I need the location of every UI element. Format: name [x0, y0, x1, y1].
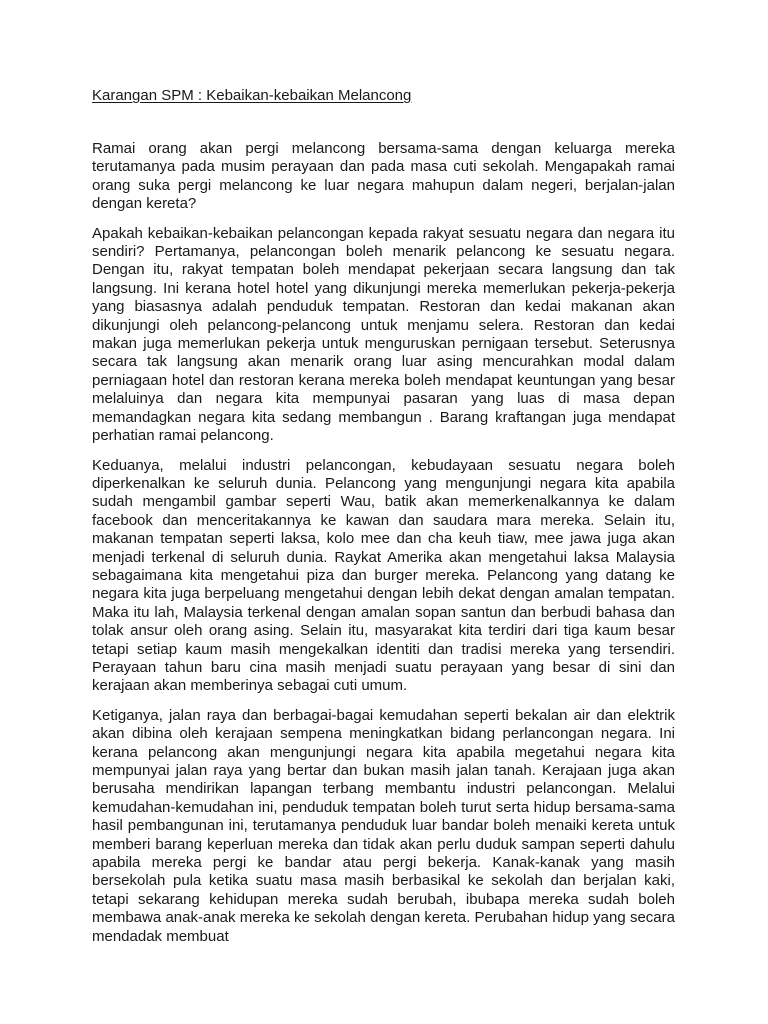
document-body	[92, 86, 675, 957]
essay-title: Karangan SPM : Kebaikan-kebaikan Melancong	[92, 87, 412, 104]
paragraph-second-point: Keduanya, melalui industri pelancongan, kebudayaan sesuatu negara boleh diperkenalkan ke seluruh dunia. Pelancong yang mengunjungi negara kita apabila sudah mengambil gambar seperti Wau, batik akan memerkenalkannya ke dalam facebook dan menceritakannya ke kawan dan saudara mara mereka. Selain itu, makanan tempatan seperti laksa, kolo mee dan cha keuh tiaw, mee jawa juga akan menjadi terkenal di seluruh dunia. Raykat Amerika akan mengetahui laksa Malaysia sebagaimana kita mengetahui piza dan burger mereka. Pelancong yang datang ke negara kita juga berpeluang mengetahui dengan lebih dekat dengan amalan tempatan. Maka itu lah, Malaysia terkenal dengan amalan sopan santun dan berbudi bahasa dan tolak ansur oleh orang asing. Selain itu, masyarakat kita terdiri dari tiga kaum besar tetapi setiap kaum masih mengekalkan identiti dan tradisi mereka yang tersendiri. Perayaan tahun baru cina masih menjadi suatu perayaan yang besar di sini dan kerajaan akan memberinya sebagai cuti umum.	[92, 456, 675, 695]
paragraph-third-point: Ketiganya, jalan raya dan berbagai-bagai kemudahan seperti bekalan air dan elektrik akan dibina oleh kerajaan sempena meningkatkan bidang perlancongan negara. Ini kerana pelancong akan mengunjungi negara kita apabila megetahui negara kita mempunyai jalan raya yang bertar dan bukan masih jalan tanah. Kerajaan juga akan berusaha mendirikan lapangan terbang membantu industri pelancongan. Melalui kemudahan-kemudahan ini, penduduk tempatan boleh turut serta hidup bersama-sama hasil pembangunan ini, terutamanya penduduk luar bandar boleh menaiki kereta untuk memberi barang keperluan mereka dan tidak akan perlu duduk sampan seperti dahulu apabila mereka pergi ke bandar atau pergi bekerja. Kanak-kanak yang masih bersekolah pula ketika suatu masa masih berbasikal ke sekolah dan berjalan kaki, tetapi sekarang kehidupan mereka sudah berubah, ibubapa mereka sudah boleh membawa anak-anak mereka ke sekolah dengan kereta. Perubahan hidup yang secara mendadak membuat	[92, 706, 675, 945]
paragraph-first-point: Apakah kebaikan-kebaikan pelancongan kepada rakyat sesuatu negara dan negara itu sendiri? Pertamanya, pelancongan boleh menarik pelancong ke sesuatu negara. Dengan itu, rakyat tempatan boleh mendapat pekerjaan secara langsung dan tak langsung. Ini kerana hotel hotel yang dikunjungi mereka memerlukan pekerja-pekerja yang biasasnya adalah penduduk tempatan. Restoran dan kedai makanan akan dikunjungi oleh pelancong-pelancong untuk menjamu selera. Restoran dan kedai makan juga memerlukan pekerja untuk menguruskan pernigaan tersebut. Seterusnya secara tak langsung akan menarik orang luar asing mencurahkan modal dalam perniagaan hotel dan restoran kerana mereka boleh mendapat keuntungan yang besar melaluinya dan negara kita mempunyai pasaran yang luas di masa depan memandagkan negara kita sedang membangun . Barang kraftangan juga mendapat perhatian ramai pelancong.	[92, 224, 675, 445]
paragraph-intro: Ramai orang akan pergi melancong bersama-sama dengan keluarga mereka terutamanya pada musim perayaan dan pada masa cuti sekolah. Mengapakah ramai orang suka pergi melancong ke luar negara mahupun dalam negeri, berjalan-jalan dengan kereta?	[92, 140, 675, 213]
